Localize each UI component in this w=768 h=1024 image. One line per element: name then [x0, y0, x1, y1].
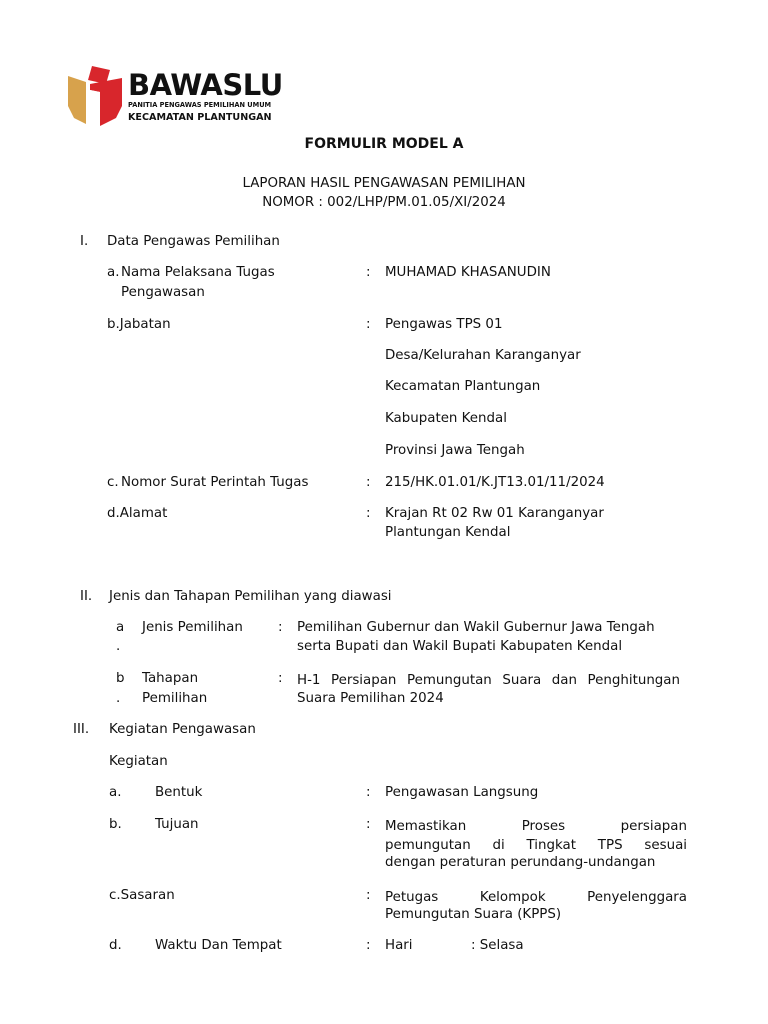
jabatan-line-3: Kecamatan Plantungan	[385, 379, 541, 394]
colon: :	[278, 620, 283, 635]
colon: :	[366, 317, 371, 332]
colon: :	[366, 506, 371, 521]
item-d-letter: d.	[109, 938, 122, 953]
tujuan-line-1: Memastikan Proses persiapan	[385, 819, 687, 834]
report-subtitle: LAPORAN HASIL PENGAWASAN PEMILIHAN	[242, 176, 526, 191]
colon: :	[366, 888, 371, 903]
item-a-value: MUHAMAD KHASANUDIN	[385, 265, 551, 280]
item-c-value: 215/HK.01.01/K.JT13.01/11/2024	[385, 475, 605, 490]
colon: :	[366, 785, 371, 800]
bentuk-value: Pengawasan Langsung	[385, 785, 539, 800]
bentuk-label: Bentuk	[155, 785, 203, 800]
bawaslu-logo	[66, 66, 283, 128]
alamat-line-1: Krajan Rt 02 Rw 01 Karanganyar	[385, 506, 604, 521]
form-title: FORMULIR MODEL A	[304, 136, 464, 152]
jabatan-line-1: Pengawas TPS 01	[385, 317, 503, 332]
tahapan-label: Tahapan	[142, 671, 199, 686]
colon: :	[366, 817, 371, 832]
waktu-tempat-label: Waktu Dan Tempat	[155, 938, 282, 953]
sasaran-label: c.Sasaran	[109, 888, 175, 903]
alamat-line-2: Plantungan Kendal	[385, 525, 511, 540]
item-b-letter: b.	[109, 817, 122, 832]
tujuan-line-2: pemungutan di Tingkat TPS sesuai	[385, 838, 687, 853]
item-a-label-cont: Pengawasan	[121, 285, 205, 300]
hari-value: : Selasa	[471, 938, 524, 953]
sasaran-line-2: Pemungutan Suara (KPPS)	[385, 907, 562, 922]
item-c-label: Nomor Surat Perintah Tugas	[121, 475, 309, 490]
colon: :	[278, 671, 283, 686]
section-1-number: I.	[80, 234, 89, 249]
kegiatan-subheading: Kegiatan	[109, 754, 168, 769]
section-1-heading: Data Pengawas Pemilihan	[107, 234, 280, 249]
tahapan-line-1: H-1 Persiapan Pemungutan Suara dan Penghitungan	[297, 673, 680, 688]
item-a-letter: a	[116, 620, 125, 635]
section-2-heading: Jenis dan Tahapan Pemilihan yang diawasi	[109, 589, 392, 604]
tahapan-line-2: Suara Pemilihan 2024	[297, 691, 444, 706]
tahapan-label-cont: Pemilihan	[142, 691, 208, 706]
jabatan-line-4: Kabupaten Kendal	[385, 411, 507, 426]
bawaslu-emblem-icon	[66, 66, 124, 128]
item-b-letter: b	[116, 671, 125, 686]
logo-subtitle-2: KECAMATAN PLANTUNGAN	[128, 112, 272, 123]
section-3-number: III.	[73, 722, 90, 737]
jabatan-line-2: Desa/Kelurahan Karanganyar	[385, 348, 581, 363]
item-a-letter: a.	[107, 265, 120, 280]
jenis-pemilihan-label: Jenis Pemilihan	[142, 620, 243, 635]
item-a-label: Nama Pelaksana Tugas	[121, 265, 275, 280]
colon: :	[366, 475, 371, 490]
logo-subtitle-1: PANITIA PENGAWAS PEMILIHAN UMUM	[128, 101, 272, 109]
tujuan-line-3: dengan peraturan perundang-undangan	[385, 855, 656, 870]
item-b-label: b.Jabatan	[107, 317, 171, 332]
item-b-dot: .	[116, 691, 121, 706]
tujuan-label: Tujuan	[155, 817, 199, 832]
item-a-dot: .	[116, 639, 121, 654]
report-number: NOMOR : 002/LHP/PM.01.05/XI/2024	[262, 195, 506, 210]
sasaran-line-1: Petugas Kelompok Penyelenggara	[385, 890, 687, 905]
logo-title: BAWASLU	[128, 68, 283, 102]
item-c-letter: c.	[107, 475, 119, 490]
jabatan-line-5: Provinsi Jawa Tengah	[385, 443, 525, 458]
section-3-heading: Kegiatan Pengawasan	[109, 722, 256, 737]
item-a-letter: a.	[109, 785, 122, 800]
section-2-number: II.	[80, 589, 93, 604]
colon: :	[366, 265, 371, 280]
colon: :	[366, 938, 371, 953]
hari-label: Hari	[385, 938, 413, 953]
jenis-pemilihan-line-2: serta Bupati dan Wakil Bupati Kabupaten Kendal	[297, 639, 623, 654]
jenis-pemilihan-line-1: Pemilihan Gubernur dan Wakil Gubernur Jawa Tengah	[297, 620, 655, 635]
item-d-label: d.Alamat	[107, 506, 168, 521]
